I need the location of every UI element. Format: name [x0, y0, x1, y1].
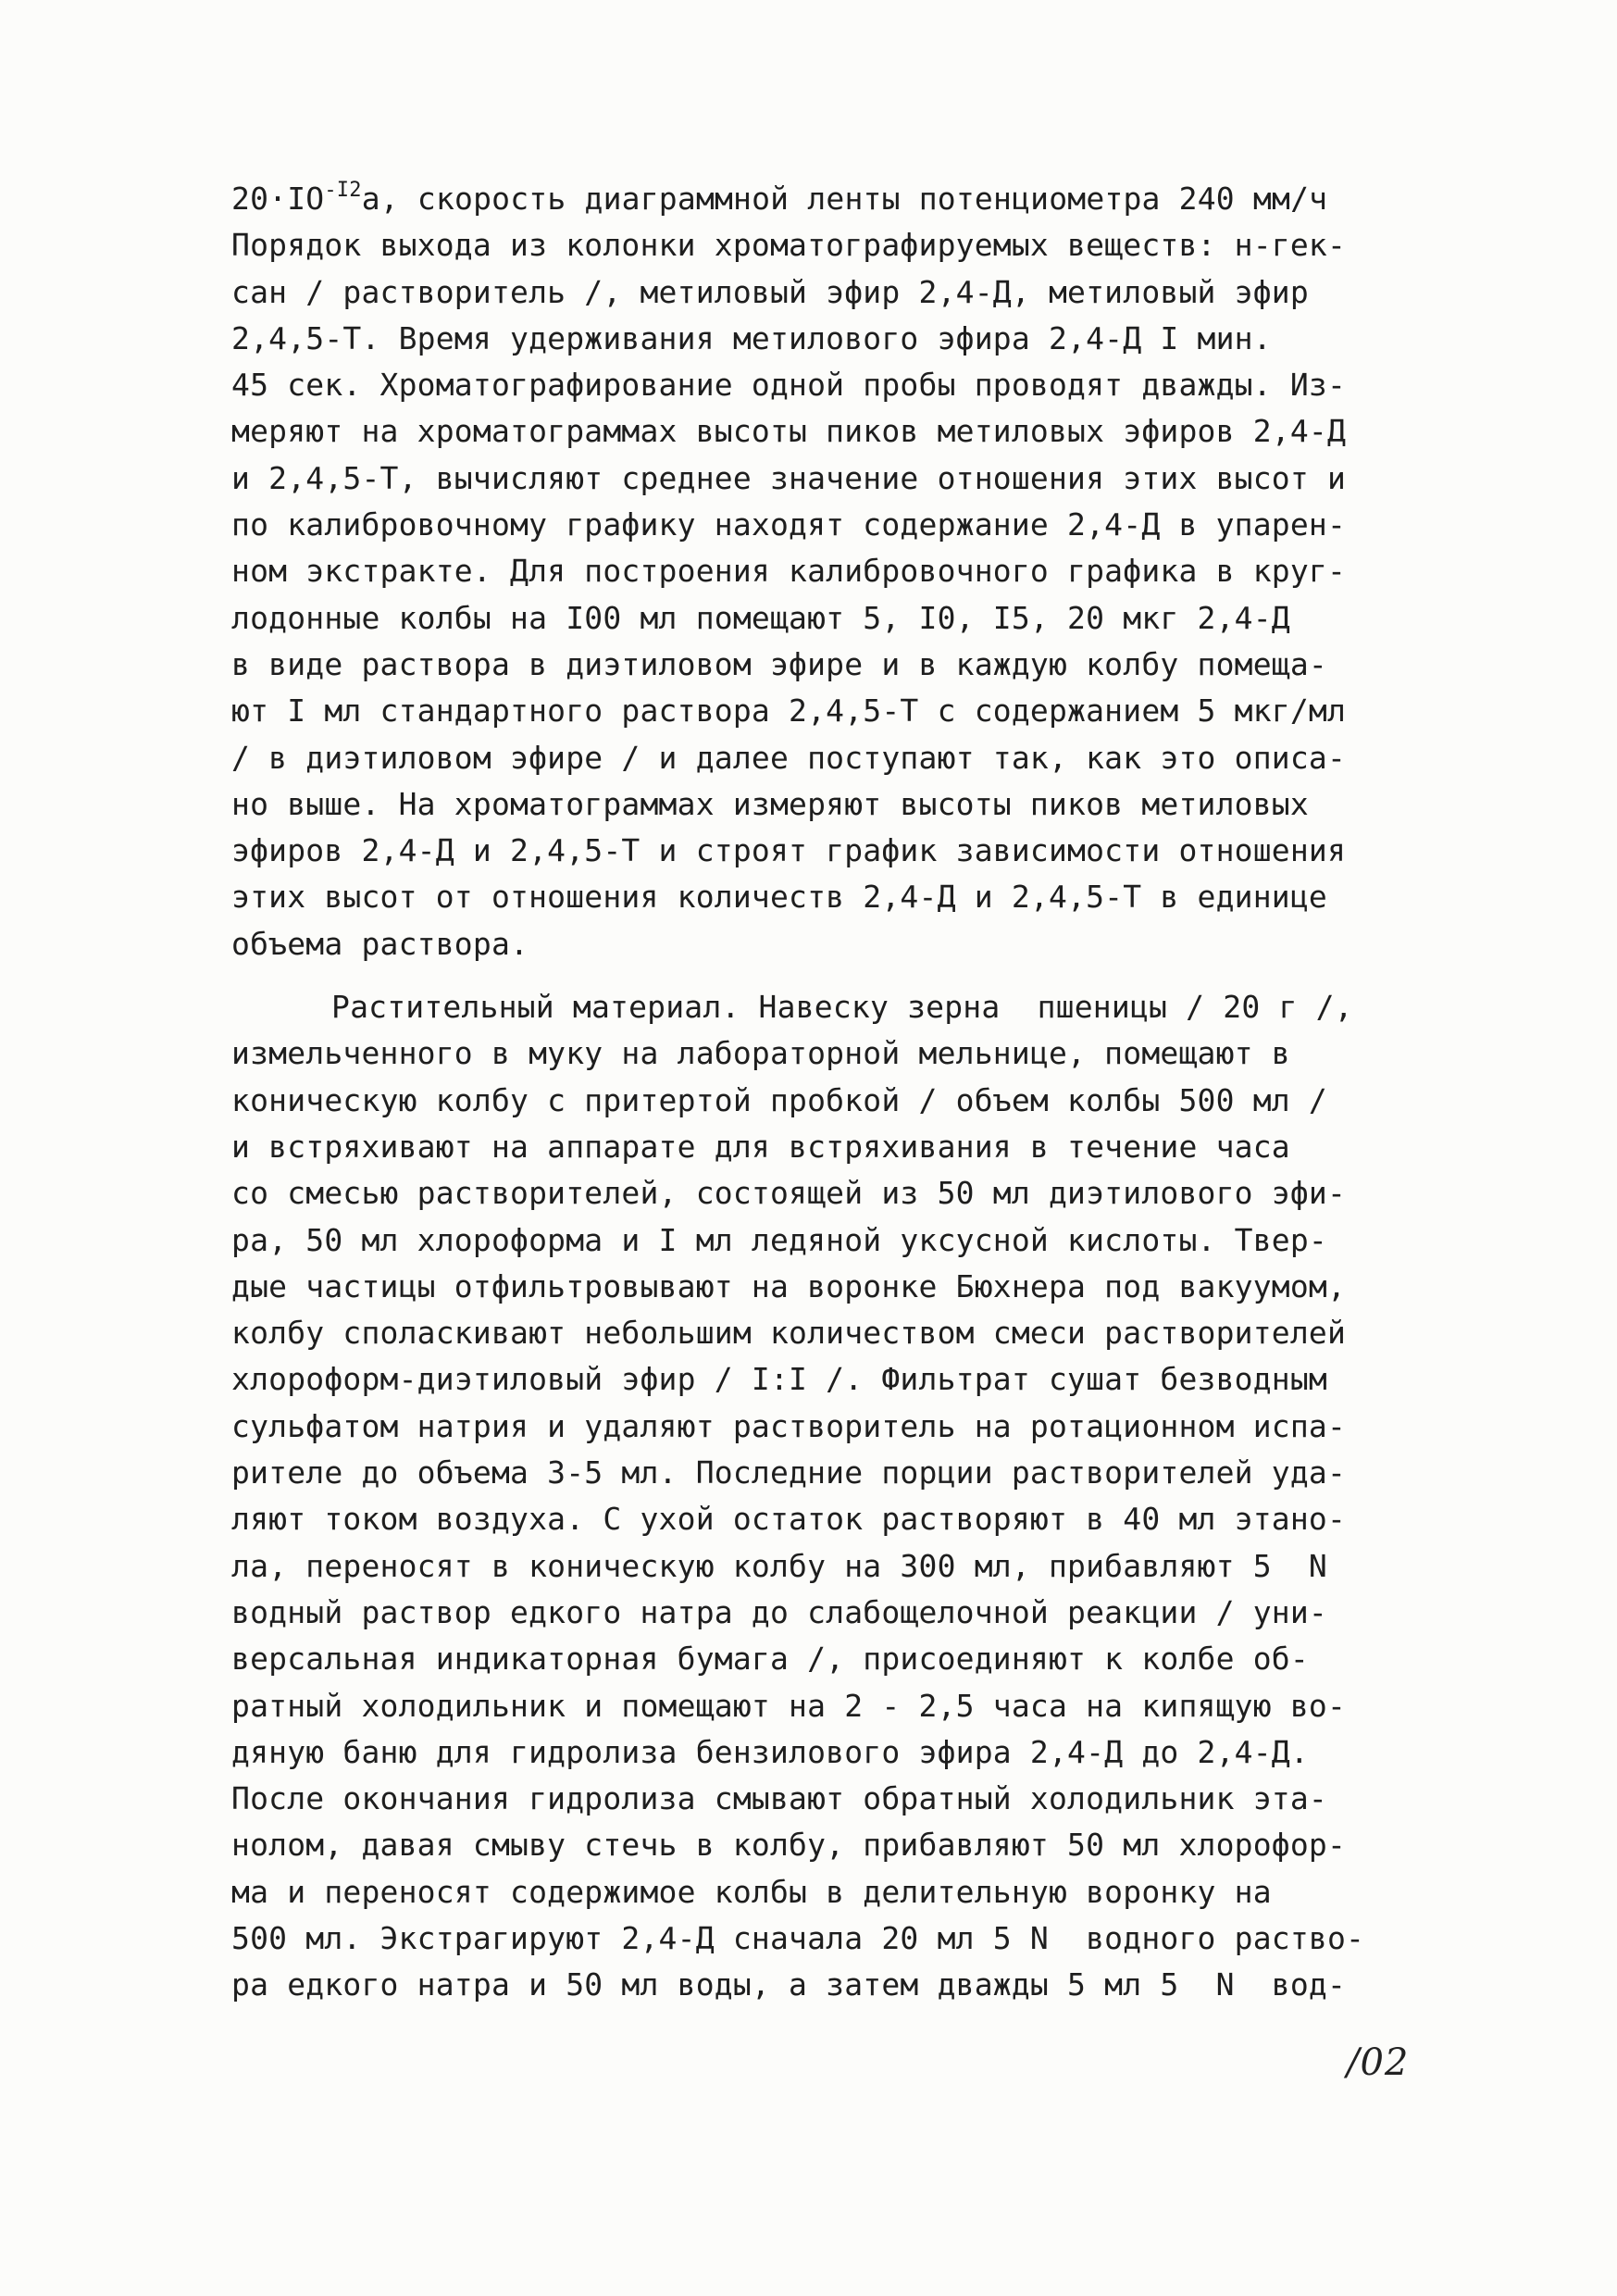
text-line: ют I мл стандартного раствора 2,4,5-Т с содержанием 5 мкг/мл: [231, 693, 1347, 730]
text-line: ра, 50 мл хлороформа и I мл ледяной уксусной кислоты. Твер-: [231, 1221, 1327, 1258]
text-line: ла, переносят в коническую колбу на 300 мл, прибавляют 5 N: [231, 1547, 1327, 1584]
text-line: меряют на хроматограммах высоты пиков метиловых эфиров 2,4-Д: [231, 413, 1347, 450]
text-line: Порядок выхода из колонки хроматографируемых веществ: н-гек-: [231, 227, 1347, 264]
text-line-first: [231, 176, 1472, 222]
text-line: версальная индикаторная бумага /, присоединяют к колбе об-: [231, 1641, 1309, 1678]
text-line: коническую колбу с притертой пробкой / объем колбы 500 мл /: [231, 1081, 1327, 1118]
text-line: объема раствора.: [231, 925, 529, 962]
paragraph-2: [231, 984, 1472, 2009]
text-line: сан / растворитель /, метиловый эфир 2,4-Д, метиловый эфир: [231, 273, 1309, 310]
text-line: но выше. На хроматограммах измеряют высоты пиков метиловых: [231, 785, 1309, 822]
text-line: дые частицы отфильтровывают на воронке Бюхнера под вакуумом,: [231, 1267, 1347, 1304]
text-line: и встряхивают на аппарате для встряхивания в течение часа: [231, 1128, 1290, 1165]
text-line: со смесью растворителей, состоящей из 50 мл диэтилового эфи-: [231, 1175, 1347, 1212]
text-line: в виде раствора в диэтиловом эфире и в каждую колбу помеща-: [231, 645, 1327, 682]
text-line: этих высот от отношения количеств 2,4-Д и 2,4,5-Т в единице: [231, 879, 1327, 916]
line-prefix: 20·IO: [231, 181, 325, 217]
text-line: измельченного в муку на лабораторной мельнице, помещают в: [231, 1035, 1290, 1072]
text-line: эфиров 2,4-Д и 2,4,5-Т и строят график зависимости отношения: [231, 832, 1347, 869]
paragraph-1: [231, 222, 1472, 967]
text-line: ляют током воздуха. С ухой остаток растворяют в 40 мл этано-: [231, 1501, 1347, 1538]
body-text: [231, 176, 1472, 2009]
text-line: ма и переносят содержимое колбы в делительную воронку на: [231, 1873, 1272, 1910]
text-line: Растительный материал. Навеску зерна пшеницы / 20 г /,: [331, 989, 1353, 1026]
text-line: колбу споласкивают небольшим количеством смеси растворителей: [231, 1315, 1347, 1352]
text-line: 45 сек. Хроматографирование одной пробы проводят дважды. Из-: [231, 367, 1347, 404]
text-line: рителе до объема 3-5 мл. Последние порции растворителей уда-: [231, 1454, 1347, 1491]
page-number: /02: [1347, 2041, 1410, 2084]
exponent: -I2: [324, 179, 362, 202]
text-line: / в диэтиловом эфире / и далее поступают так, как это описа-: [231, 739, 1347, 776]
text-line: ном экстракте. Для построения калибровочного графика в круг-: [231, 553, 1347, 590]
line-suffix: a, скорость диаграммной ленты потенциометра 240 мм/ч: [361, 181, 1328, 217]
text-line: ра едкого натра и 50 мл воды, а затем дважды 5 мл 5 N вод-: [231, 1966, 1347, 2003]
text-line: ратный холодильник и помещают на 2 - 2,5 часа на кипящую во-: [231, 1687, 1347, 1724]
text-line: сульфатом натрия и удаляют растворитель на ротационном испа-: [231, 1407, 1347, 1444]
text-line: и 2,4,5-Т, вычисляют среднее значение отношения этих высот и: [231, 459, 1347, 496]
text-line: После окончания гидролиза смывают обратный холодильник эта-: [231, 1780, 1327, 1817]
text-line: хлороформ-диэтиловый эфир / I:I /. Фильтрат сушат безводным: [231, 1361, 1327, 1398]
text-line: дяную баню для гидролиза бензилового эфира 2,4-Д до 2,4-Д.: [231, 1733, 1309, 1770]
text-line: 500 мл. Экстрагируют 2,4-Д сначала 20 мл 5 N водного раство-: [231, 1919, 1365, 1956]
text-line: лодонные колбы на I00 мл помещают 5, I0, I5, 20 мкг 2,4-Д: [231, 599, 1290, 636]
text-line: нолом, давая смыву стечь в колбу, прибавляют 50 мл хлорофор-: [231, 1827, 1347, 1864]
text-line: 2,4,5-Т. Время удерживания метилового эфира 2,4-Д I мин.: [231, 319, 1272, 356]
text-line: по калибровочному графику находят содержание 2,4-Д в упарен-: [231, 506, 1347, 543]
paragraph-gap: [231, 967, 1472, 984]
text-line: водный раствор едкого натра до слабощелочной реакции / уни-: [231, 1593, 1327, 1630]
